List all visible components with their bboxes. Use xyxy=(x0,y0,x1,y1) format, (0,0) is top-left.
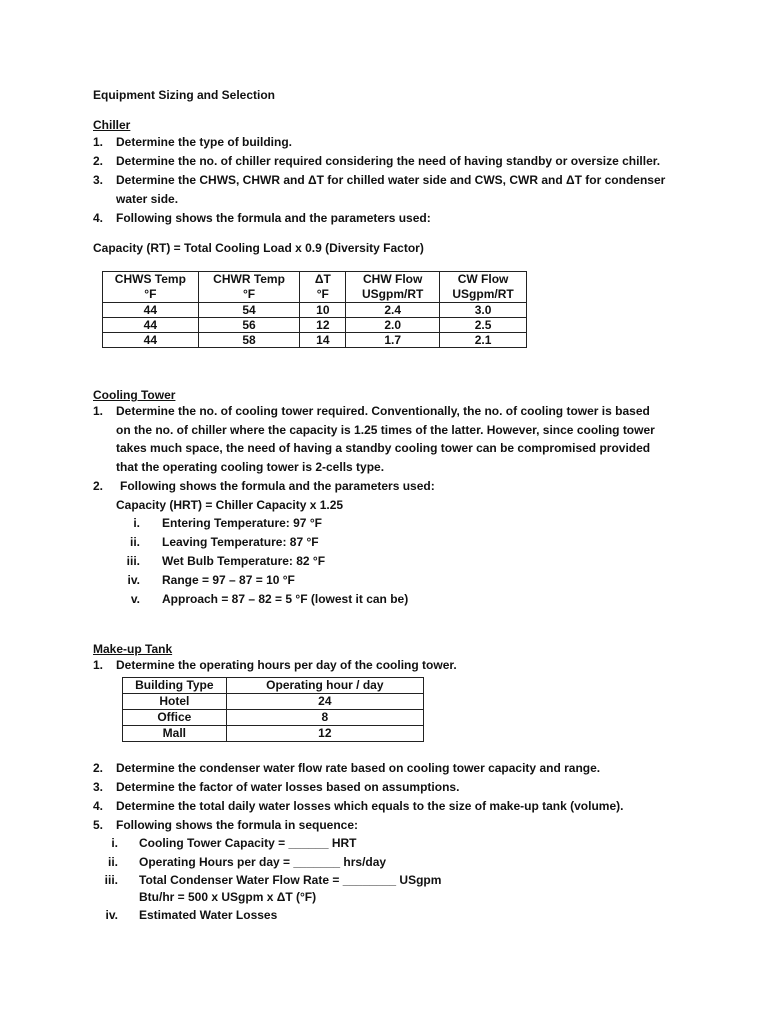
table-cell: Office xyxy=(123,710,227,726)
table-cell: Mall xyxy=(123,726,227,742)
table-header-cell: CW Flow USgpm/RT xyxy=(440,272,527,303)
sequence-text: Estimated Water Losses xyxy=(139,908,278,922)
operating-hours-table xyxy=(122,677,424,742)
cooling-tower-item-text: takes much space, the need of having a standby cooling tower can be compromised provided xyxy=(116,441,651,455)
makeup-item-number: 4. xyxy=(93,799,104,813)
table-row xyxy=(103,303,527,318)
sequence-number: iii. xyxy=(104,873,118,887)
param-number: v. xyxy=(130,592,140,606)
table-header-cell: ΔT °F xyxy=(300,272,346,303)
param-text: Range = 97 – 87 = 10 °F xyxy=(162,573,295,587)
sequence-number: ii. xyxy=(107,855,118,869)
chiller-item-text: Determine the type of building. xyxy=(116,135,293,149)
chiller-item-text: water side. xyxy=(116,192,179,206)
table-row xyxy=(123,710,424,726)
makeup-item-text: Determine the operating hours per day of the cooling tower. xyxy=(116,658,457,672)
table-cell: 8 xyxy=(226,710,423,726)
chiller-capacity-formula: Capacity (RT) = Total Cooling Load x 0.9 (Diversity Factor) xyxy=(93,241,424,255)
makeup-item-text: Determine the condenser water flow rate based on cooling tower capacity and range. xyxy=(116,761,601,775)
table-cell: Hotel xyxy=(123,694,227,710)
makeup-tank-heading: Make-up Tank xyxy=(93,642,173,656)
cooling-tower-item-number: 1. xyxy=(93,404,104,418)
makeup-item-text: Determine the total daily water losses which equals to the size of make-up tank (volume). xyxy=(116,799,624,813)
table-cell: 44 xyxy=(103,318,199,333)
param-text: Wet Bulb Temperature: 82 °F xyxy=(162,554,326,568)
makeup-item-number: 2. xyxy=(93,761,104,775)
table-cell: 2.4 xyxy=(346,303,440,318)
table-row xyxy=(123,726,424,742)
param-number: iv. xyxy=(127,573,140,587)
table-cell: 58 xyxy=(198,333,300,348)
cooling-tower-item-number: 2. xyxy=(93,479,104,493)
makeup-item-text: Determine the factor of water losses based on assumptions. xyxy=(116,780,460,794)
table-header-cell: CHWR Temp °F xyxy=(198,272,300,303)
chiller-item-text: Following shows the formula and the parameters used: xyxy=(116,211,431,225)
param-number: i. xyxy=(133,516,140,530)
document-title: Equipment Sizing and Selection xyxy=(93,88,276,102)
table-cell: 56 xyxy=(198,318,300,333)
table-cell: 14 xyxy=(300,333,346,348)
table-header-cell: CHW Flow USgpm/RT xyxy=(346,272,440,303)
chiller-parameters-table xyxy=(102,271,527,348)
param-text: Approach = 87 – 82 = 5 °F (lowest it can be) xyxy=(162,592,409,606)
table-row xyxy=(123,694,424,710)
table-cell: 2.5 xyxy=(440,318,527,333)
cooling-tower-heading: Cooling Tower xyxy=(93,388,176,402)
table-header-row xyxy=(123,678,424,694)
chiller-item-text: Determine the CHWS, CHWR and ΔT for chilled water side and CWS, CWR and ΔT for condenser xyxy=(116,173,666,187)
makeup-item-number: 3. xyxy=(93,780,104,794)
param-number: iii. xyxy=(126,554,140,568)
cooling-tower-item-text: on the no. of chiller where the capacity is 1.25 times of the latter. However, since cooling tower xyxy=(116,423,655,437)
chiller-item-text: Determine the no. of chiller required considering the need of having standby or oversize chiller. xyxy=(116,154,661,168)
param-number: ii. xyxy=(129,535,140,549)
table-cell: 2.0 xyxy=(346,318,440,333)
table-cell: 54 xyxy=(198,303,300,318)
cooling-tower-item-text: Determine the no. of cooling tower required. Conventionally, the no. of cooling tower is based xyxy=(116,404,650,418)
table-cell: 3.0 xyxy=(440,303,527,318)
cooling-tower-item-text: that the operating cooling tower is 2-cells type. xyxy=(116,460,385,474)
chiller-item-number: 3. xyxy=(93,173,104,187)
table-cell: 2.1 xyxy=(440,333,527,348)
table-cell: 24 xyxy=(226,694,423,710)
param-text: Leaving Temperature: 87 °F xyxy=(162,535,319,549)
chiller-item-number: 1. xyxy=(93,135,104,149)
makeup-item-number: 5. xyxy=(93,818,104,832)
sequence-number: iv. xyxy=(105,908,118,922)
cooling-tower-capacity-formula: Capacity (HRT) = Chiller Capacity x 1.25 xyxy=(116,498,344,512)
sequence-text: Cooling Tower Capacity = ______ HRT xyxy=(139,836,357,850)
cooling-tower-item-text: Following shows the formula and the parameters used: xyxy=(120,479,435,493)
table-cell: 10 xyxy=(300,303,346,318)
table-cell: 12 xyxy=(226,726,423,742)
chiller-item-number: 4. xyxy=(93,211,104,225)
chiller-heading: Chiller xyxy=(93,118,131,132)
makeup-item-text: Following shows the formula in sequence: xyxy=(116,818,359,832)
table-cell: 1.7 xyxy=(346,333,440,348)
table-cell: 44 xyxy=(103,303,199,318)
chiller-item-number: 2. xyxy=(93,154,104,168)
sequence-number: i. xyxy=(111,836,118,850)
sequence-text: Total Condenser Water Flow Rate = ________ USgpm xyxy=(139,873,442,887)
btu-formula: Btu/hr = 500 x USgpm x ΔT (°F) xyxy=(139,890,317,904)
table-row xyxy=(103,318,527,333)
makeup-item-number: 1. xyxy=(93,658,104,672)
table-header-row xyxy=(103,272,527,303)
table-header-cell: Operating hour / day xyxy=(226,678,423,694)
param-text: Entering Temperature: 97 °F xyxy=(162,516,322,530)
sequence-text: Operating Hours per day = _______ hrs/day xyxy=(139,855,387,869)
table-row xyxy=(103,333,527,348)
table-header-cell: Building Type xyxy=(123,678,227,694)
table-header-cell: CHWS Temp °F xyxy=(103,272,199,303)
table-cell: 44 xyxy=(103,333,199,348)
table-cell: 12 xyxy=(300,318,346,333)
